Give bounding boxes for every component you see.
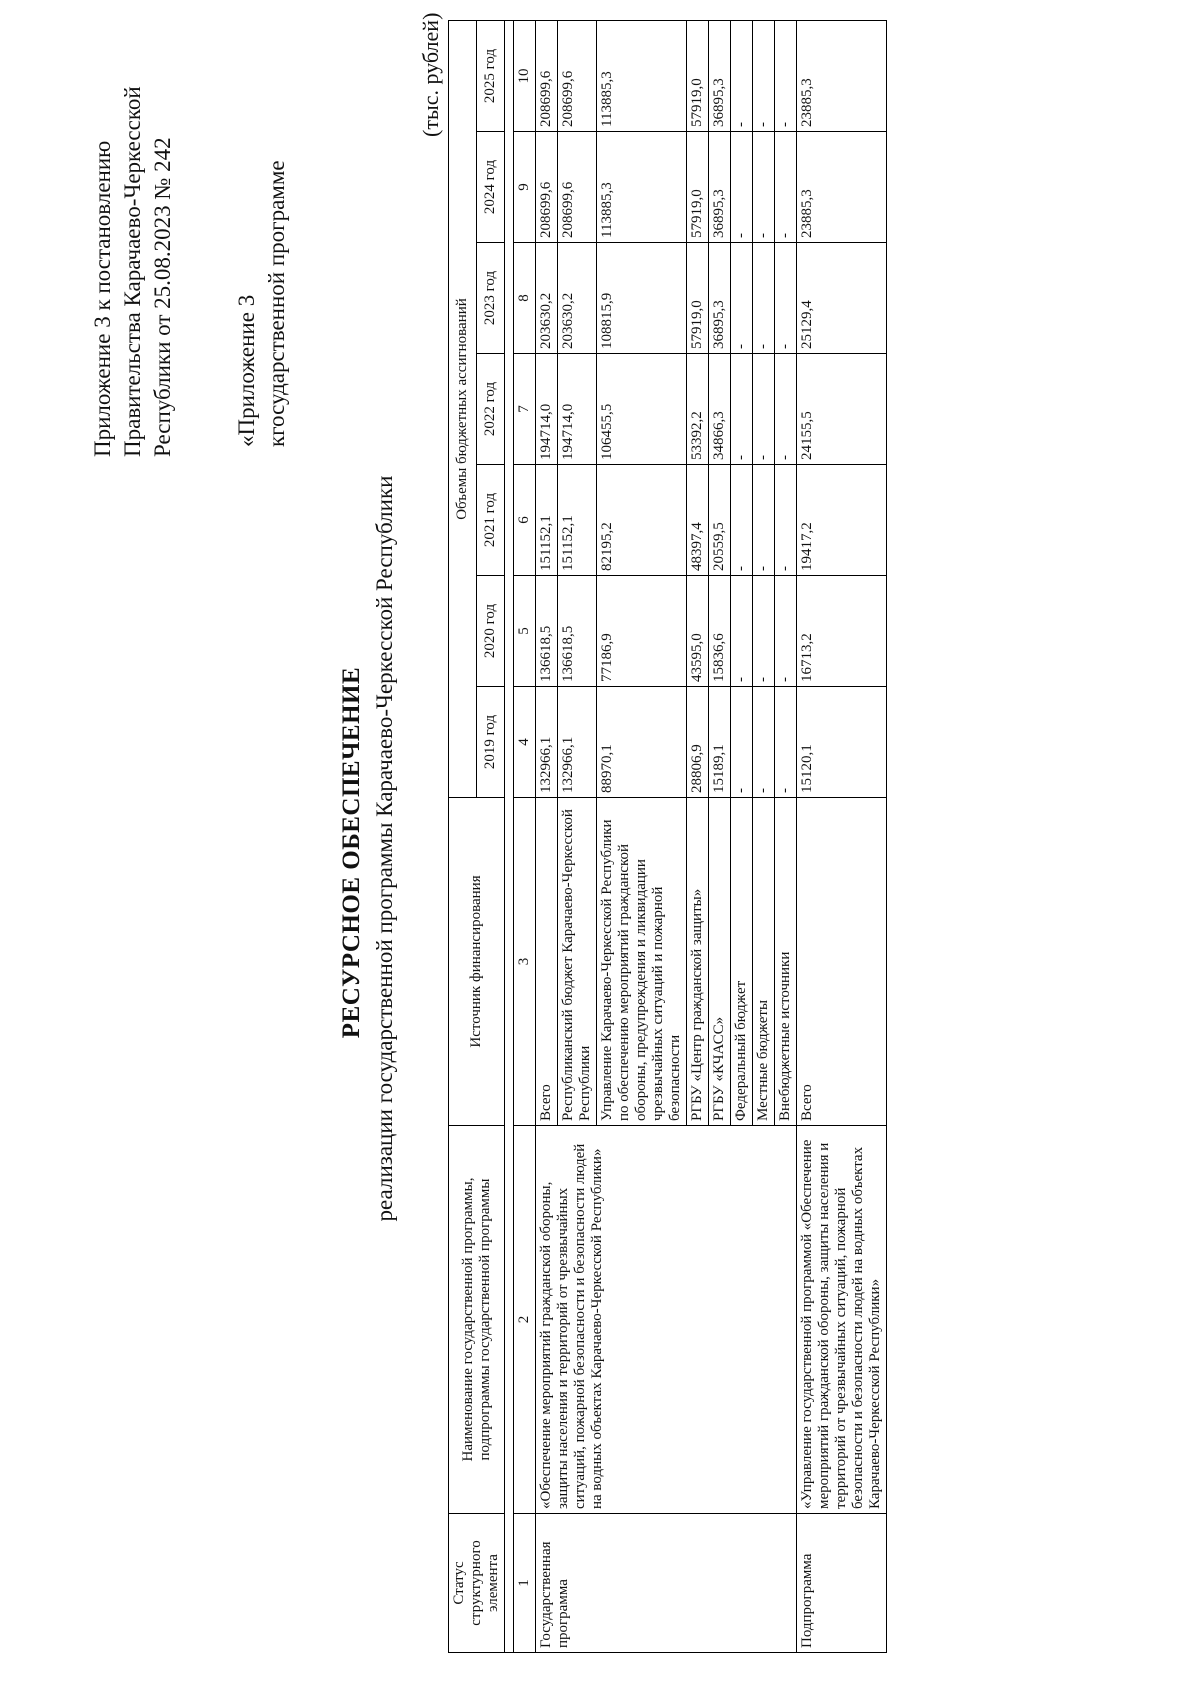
appendix-note [88,86,178,457]
document-subtitle: реализации государственной программы Карачаево-Черкесской Республики [372,475,397,1222]
value-cell: 208699,6 [536,132,558,243]
column-number: 4 [514,687,536,798]
value-cell: 151152,1 [536,465,558,576]
value-cell: 57919,0 [687,20,709,131]
column-number: 2 [514,1126,536,1514]
value-cell: 208699,6 [558,132,597,243]
value-cell: 108815,9 [597,243,687,354]
value-cell: - [775,576,797,687]
appendix-line: Приложение 3 к постановлению [90,140,115,457]
source-cell: Всего [797,798,887,1126]
year-header: 2023 год [477,243,505,354]
value-cell: 20559,5 [709,465,731,576]
year-header: 2024 год [477,132,505,243]
value-cell: 24155,5 [797,354,887,465]
value-cell: 136618,5 [536,576,558,687]
col-source-header: Источник финансирования [449,798,505,1126]
value-cell: 36895,3 [709,20,731,131]
value-cell: - [731,20,753,131]
year-header: 2022 год [477,354,505,465]
value-cell: - [731,132,753,243]
appendix-line: Республики от 25.08.2023 № 242 [150,137,175,457]
value-cell: 208699,6 [558,20,597,131]
column-number: 3 [514,798,536,1126]
value-cell: 25129,4 [797,243,887,354]
value-cell: - [753,465,775,576]
source-cell: Всего [536,798,558,1126]
value-cell: - [731,243,753,354]
value-cell: 132966,1 [536,687,558,798]
value-cell: 82195,2 [597,465,687,576]
value-cell: 136618,5 [558,576,597,687]
value-cell: 36895,3 [709,132,731,243]
value-cell: - [775,354,797,465]
value-cell: 48397,4 [687,465,709,576]
col-name-header: Наименование государственной программы, подпрограммы государственной программы [449,1126,505,1514]
table-row [536,20,558,1652]
value-cell: 28806,9 [687,687,709,798]
column-number: 1 [514,1514,536,1653]
value-cell: - [731,576,753,687]
source-cell: Местные бюджеты [753,798,775,1126]
source-cell: Федеральный бюджет [731,798,753,1126]
value-cell: 15189,1 [709,687,731,798]
program-name-cell: «Обеспечение мероприятий гражданской обороны, защиты населения и территорий от чрезвычайных ситуаций, пожарной безопасности и безопасности людей на водных объектах Карачаево-Черкесской Республики» [536,1126,797,1514]
value-cell: 23885,3 [797,132,887,243]
value-cell: - [753,243,775,354]
value-cell: 194714,0 [536,354,558,465]
value-cell: 113885,3 [597,20,687,131]
col-status-header: Статус структурного элемента [449,1514,505,1653]
value-cell: 57919,0 [687,132,709,243]
value-cell: 36895,3 [709,243,731,354]
value-cell: 88970,1 [597,687,687,798]
status-cell: Подпрограмма [797,1514,887,1653]
value-cell: - [731,465,753,576]
source-cell: Управление Карачаево-Черкесской Республики по обеспечению мероприятий гражданской обороны, предупреждения и ликвидации чрезвычайных ситуаций и пожарной безопасности [597,798,687,1126]
value-cell: 132966,1 [558,687,597,798]
program-reference [232,160,292,447]
value-cell: 16713,2 [797,576,887,687]
value-cell: 23885,3 [797,20,887,131]
value-cell: - [775,243,797,354]
value-cell: - [775,132,797,243]
source-cell: Внебюджетные источники [775,798,797,1126]
value-cell: 203630,2 [558,243,597,354]
year-header: 2019 год [477,687,505,798]
column-number: 6 [514,465,536,576]
column-number: 10 [514,20,536,131]
document-title: РЕСУРСНОЕ ОБЕСПЕЧЕНИЕ [338,666,365,1039]
program-name-cell: «Управление государственной программой «Обеспечение мероприятий гражданской обороны, защиты населения и территорий от чрезвычайных ситуаций, пожарной безопасности и безопасности людей на водных объектах Карачаево-Черкесской Республики» [797,1126,887,1514]
value-cell: 57919,0 [687,243,709,354]
quote-line: «Приложение 3 [234,294,259,447]
value-cell: - [753,20,775,131]
quote-line: кгосударственной программе [264,160,289,447]
value-cell: 34866,3 [709,354,731,465]
col-volumes-header: Объемы бюджетных ассигнований [449,20,477,797]
value-cell: 19417,2 [797,465,887,576]
units-label: (тыс. рублей) [418,12,443,137]
year-header: 2025 год [477,20,505,131]
source-cell: РГБУ «Центр гражданской защиты» [687,798,709,1126]
appendix-line: Правительства Карачаево-Черкесской [120,86,145,457]
value-cell: - [775,465,797,576]
value-cell: - [753,354,775,465]
value-cell: - [775,687,797,798]
value-cell: 151152,1 [558,465,597,576]
value-cell: - [753,576,775,687]
value-cell: 53392,2 [687,354,709,465]
table-row [797,20,887,1652]
source-cell: РГБУ «КЧАСС» [709,798,731,1126]
source-cell: Республиканский бюджет Карачаево-Черкесской Республики [558,798,597,1126]
column-number: 8 [514,243,536,354]
value-cell: 15120,1 [797,687,887,798]
value-cell: - [731,687,753,798]
year-header: 2021 год [477,465,505,576]
resource-table [448,20,887,1653]
column-number: 7 [514,354,536,465]
value-cell: - [731,354,753,465]
status-cell: Государственная программа [536,1514,797,1653]
value-cell: 15836,6 [709,576,731,687]
value-cell: 43595,0 [687,576,709,687]
value-cell: 203630,2 [536,243,558,354]
value-cell: 106455,5 [597,354,687,465]
value-cell: 208699,6 [536,20,558,131]
value-cell: - [753,687,775,798]
column-number: 9 [514,132,536,243]
value-cell: - [753,132,775,243]
column-number: 5 [514,576,536,687]
value-cell: 113885,3 [597,132,687,243]
value-cell: 194714,0 [558,354,597,465]
year-header: 2020 год [477,576,505,687]
value-cell: 77186,9 [597,576,687,687]
value-cell: - [775,20,797,131]
